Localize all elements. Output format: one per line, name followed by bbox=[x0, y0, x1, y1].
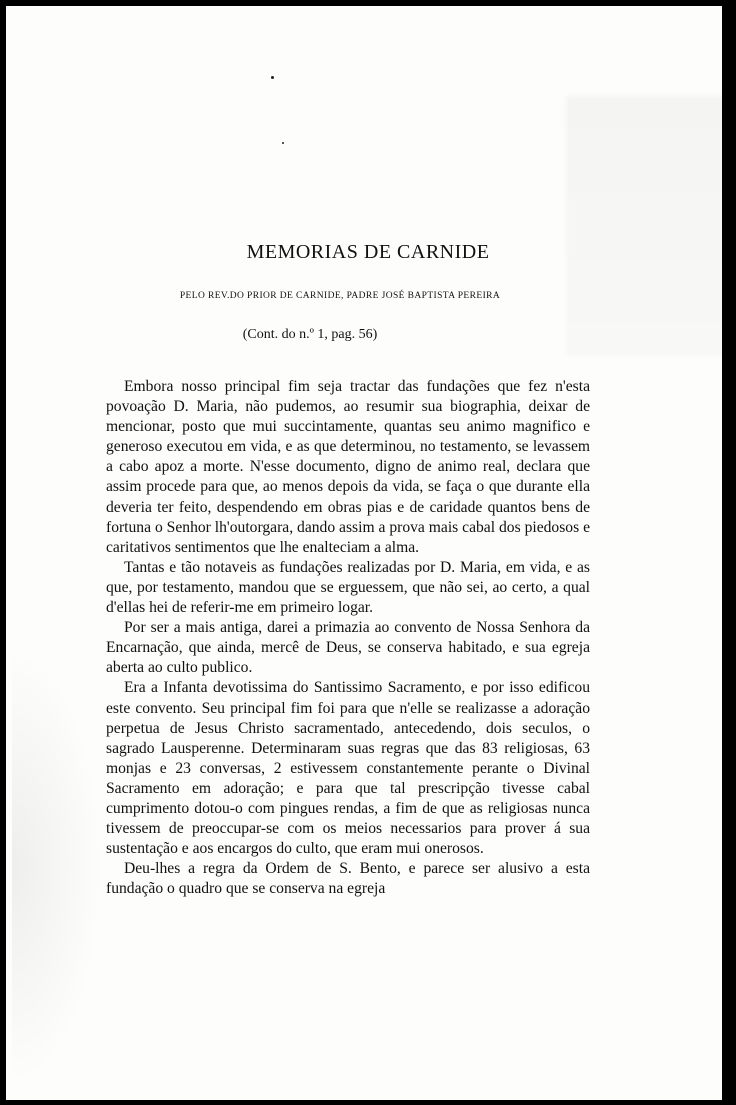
paragraph: Embora nosso principal fim seja tractar das fundações que fez n'esta povoação D. Maria, não pudemos, ao resumir sua biographia, deixar de mencionar, posto que mui succintamente, quantas seu animo magnifico e generoso executou em vida, e as que determinou, no testamento, se levassem a cabo apoz a morte. N'esse documento, digno de animo real, declara que assim procede para que, ao menos depois da vida, se faça o que durante ella deveria ter feito, despendendo em obras pias e de caridade quantos bens de fortuna o Senhor lh'outorgara, dando assim a prova mais cabal dos piedosos e caritativos sentimentos que lhe enalteciam a alma. bbox=[106, 378, 590, 556]
ink-speck bbox=[282, 142, 284, 144]
paragraph: Tantas e tão notaveis as fundações realizadas por D. Maria, em vida, e as que, por testamento, mandou que se erguessem, que não sei, ao certo, a qual d'ellas hei de referir-me em primeiro logar. bbox=[106, 558, 590, 617]
paragraph: Deu-lhes a regra da Ordem de S. Bento, e parece ser alusivo a esta fundação o quadro que se conserva na egreja bbox=[106, 860, 590, 898]
page-title: MEMORIAS DE CARNIDE bbox=[246, 241, 490, 263]
page-stain bbox=[12, 646, 102, 1086]
author-byline: PELO REV.DO PRIOR DE CARNIDE, PADRE JOSÉ BAPTISTA PEREIRA bbox=[179, 291, 501, 301]
ink-speck bbox=[271, 76, 274, 79]
bleed-through-shadow bbox=[566, 96, 726, 356]
continuation-note: (Cont. do n.º 1, pag. 56) bbox=[242, 327, 378, 342]
paragraph: Era a Infanta devotissima do Santissimo Sacramento, e por isso edificou este convento. Seu principal fim foi para que n'elle se realizasse a adoração perpetua de Jesus Christo sacramentado, antecedendo, dois seculos, o sagrado Lausperenne. Determinaram suas regras que das 83 religiosas, 63 monjas e 23 conversas, 2 estivessem constantemente perante o Divinal Sacramento em adoração; e para que tal prescripção tivesse cabal cumprimento dotou-o com pingues rendas, a fim de que as religiosas nunca tivessem de preoccupar-se com os meios necessarios para prover á sua sustentação e aos encargos do culto, que eram mui onerosos. bbox=[106, 679, 590, 858]
article-body bbox=[106, 377, 590, 899]
paragraph: Por ser a mais antiga, darei a primazia ao convento de Nossa Senhora da Encarnação, que ainda, mercê de Deus, se conserva habitado, e sua egreja aberta ao culto publico. bbox=[106, 619, 590, 677]
